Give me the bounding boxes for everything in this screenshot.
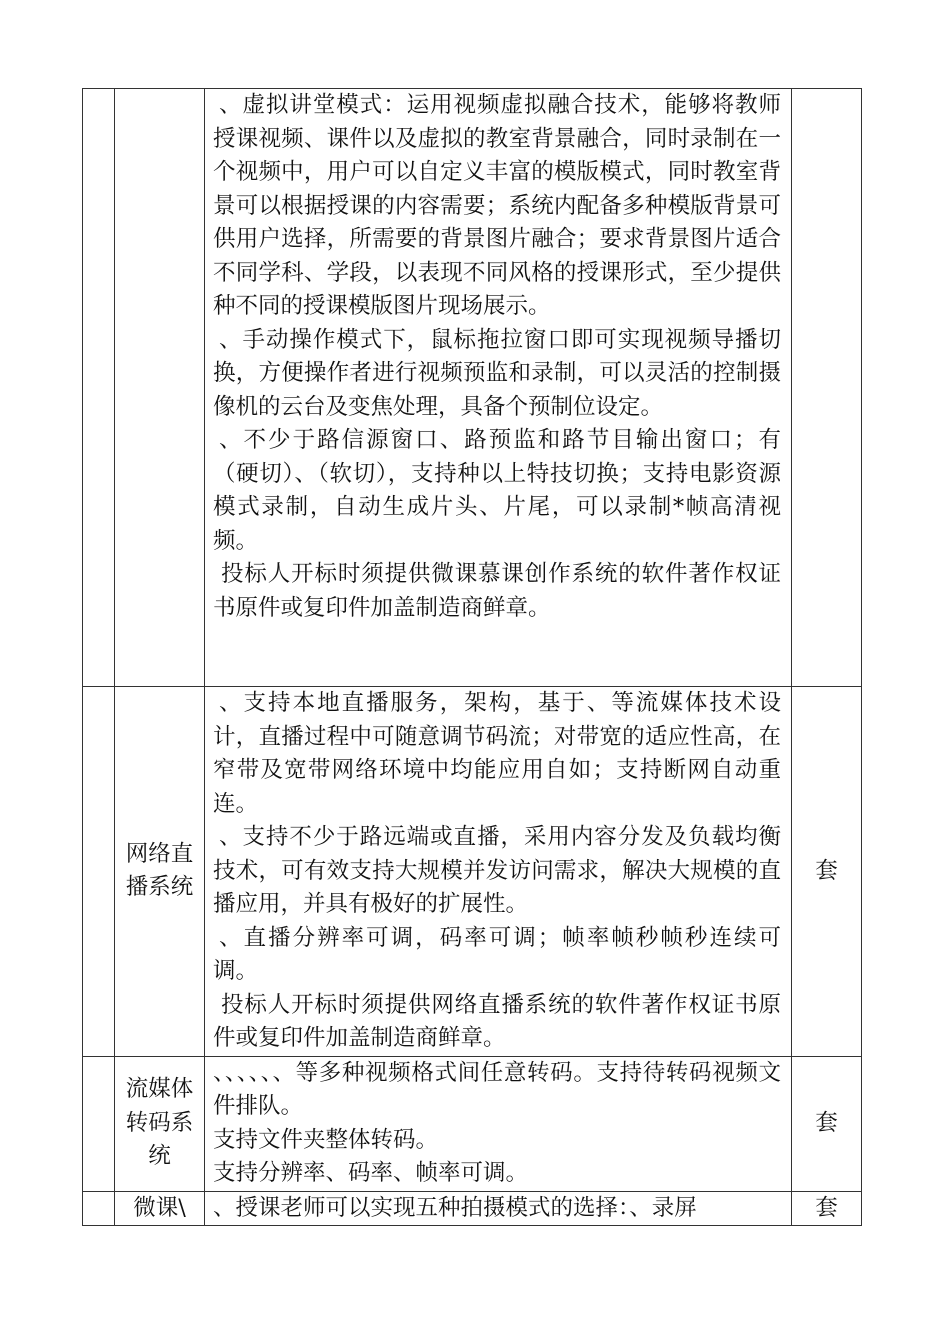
item-name-cell	[115, 89, 205, 687]
description-paragraph: 投标人开标时须提供网络直播系统的软件著作权证书原件或复印件加盖制造商鲜章。	[213, 991, 781, 1051]
unit-cell: 套	[792, 1191, 862, 1226]
description-paragraph: 、支持不少于路远端或直播，采用内容分发及负载均衡技术，可有效支持大规模并发访问需求，解决大规模的直播应用，并具有极好的扩展性。	[213, 824, 781, 917]
description-paragraph: 支持文件夹整体转码。	[213, 1126, 439, 1153]
index-cell	[83, 687, 115, 1057]
specification-table	[82, 88, 862, 1226]
item-name-cell: 微课\	[115, 1191, 205, 1226]
table-row	[83, 1056, 862, 1191]
index-cell	[83, 89, 115, 687]
item-description-cell	[205, 89, 792, 687]
description-paragraph: 支持分辨率、码率、帧率可调。	[213, 1160, 529, 1186]
item-name-cell: 网络直播系统	[115, 687, 205, 1057]
table-row	[83, 687, 862, 1057]
item-description-cell	[205, 687, 792, 1057]
description-paragraph: 、授课老师可以实现五种拍摄模式的选择：、录屏	[213, 1194, 697, 1221]
item-name-cell: 流媒体转码系统	[115, 1056, 205, 1191]
description-paragraph: 、虚拟讲堂模式：运用视频虚拟融合技术，能够将教师授课视频、课件以及虚拟的教室背景融合，同时录制在一个视频中，用户可以自定义丰富的模版模式，同时教室背景可以根据授课的内容需要；系统内配备多种模版背景可供用户选择，所需要的背景图片融合；要求背景图片适合不同学科、学段，以表现不同风格的授课形式，至少提供种不同的授课模版图片现场展示。	[213, 92, 781, 319]
table-row	[83, 89, 862, 687]
description-paragraph: 、支持本地直播服务，架构，基于、等流媒体技术设计，直播过程中可随意调节码流；对带宽的适应性高，在窄带及宽带网络环境中均能应用自如；支持断网自动重连。	[213, 690, 781, 817]
description-paragraph: 投标人开标时须提供微课慕课创作系统的软件著作权证书原件或复印件加盖制造商鲜章。	[213, 561, 781, 621]
item-description-cell	[205, 1056, 792, 1191]
unit-cell: 套	[792, 1056, 862, 1191]
index-cell	[83, 1191, 115, 1226]
index-cell	[83, 1056, 115, 1191]
item-description-cell	[205, 1191, 792, 1226]
table-row	[83, 1191, 862, 1226]
description-paragraph: 、手动操作模式下，鼠标拖拉窗口即可实现视频导播切换，方便操作者进行视频预监和录制，可以灵活的控制摄像机的云台及变焦处理，具备个预制位设定。	[213, 326, 781, 420]
unit-cell: 套	[792, 687, 862, 1057]
description-paragraph: 、不少于路信源窗口、路预监和路节目输出窗口；有（硬切）、（软切），支持种以上特技切换；支持电影资源模式录制，自动生成片头、片尾，可以录制*帧高清视频。	[213, 427, 781, 554]
description-paragraph: 、直播分辨率可调，码率可调；帧率帧秒帧秒连续可调。	[213, 924, 781, 984]
unit-cell	[792, 89, 862, 687]
description-paragraph: 、、、、、、等多种视频格式间任意转码。支持待转码视频文件排队。	[213, 1059, 781, 1119]
